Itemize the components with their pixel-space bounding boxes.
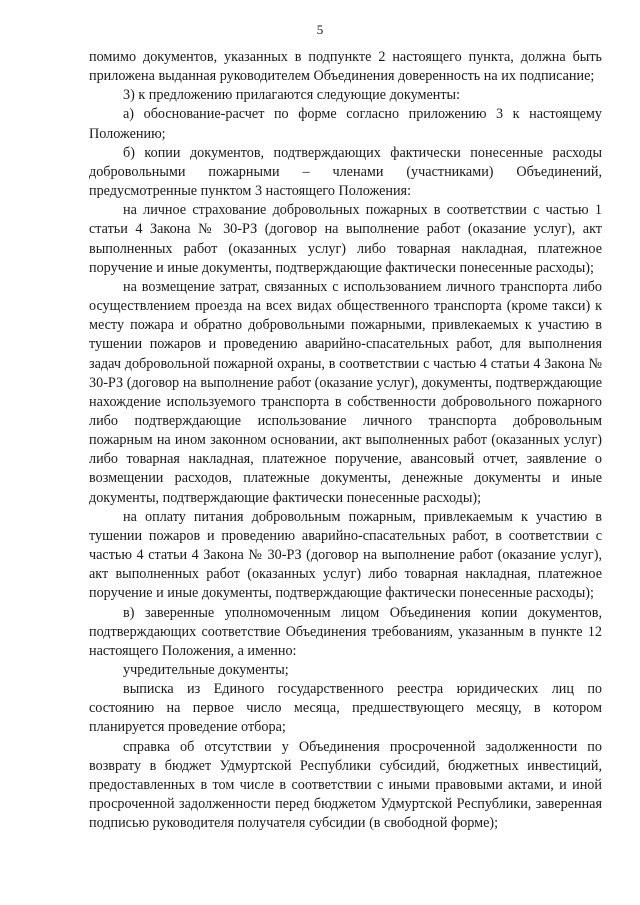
paragraph: справка об отсутствии у Объединения просроченной задолженности по возврату в бюджет Удмуртской Республики субсидий, бюджетных инвестиций, предоставленных в том числе в соответствии с иными правовыми актами, и иной просроченной задолженности перед бюджетом Удмуртской Республики, заверенная подписью руководителя получателя субсидии (в свободной форме); bbox=[89, 738, 602, 832]
paragraph: помимо документов, указанных в подпункте 2 настоящего пункта, должна быть приложена выданная руководителем Объединения доверенность на их подписание; bbox=[89, 49, 602, 85]
page-number: 5 bbox=[316, 22, 324, 37]
paragraph: б) копии документов, подтверждающих фактически понесенные расходы добровольными пожарными – членами (участниками) Объединений, предусмотренные пунктом 3 настоящего Положения: bbox=[89, 144, 602, 200]
paragraph: учредительные документы; bbox=[123, 662, 289, 678]
paragraph: на возмещение затрат, связанных с использованием личного транспорта либо осуществлением проезда на всех видах общественного транспорта (кроме такси) к месту пожара и обратно добровольными пожарными, привлекаемых к участию в тушении пожаров и проведению аварийно-спасательных работ, для выполнения задач добровольной пожарной охраны, в соответствии с частью 4 статьи 4 Закона № 30-РЗ (договор на выполнение работ (оказание услуг), документы, подтверждающие нахождение используемого транспорта в собственности добровольного пожарного либо подтверждающие использование личного транспорта добровольным пожарным на ином законном основании, акт выполненных работ (оказанных услуг) либо товарная накладная, платежное поручение, авансовый отчет, заявление о возмещении расходов, платежные документы, денежные документы и иные документы, подтверждающие фактически понесенные расходы); bbox=[89, 278, 602, 506]
paragraph: на личное страхование добровольных пожарных в соответствии с частью 1 статьи 4 Закона № 30-РЗ (договор на выполнение работ (оказание услуг), акт выполненных работ (оказанных услуг) либо товарная накладная, платежное поручение и иные документы, подтверждающие фактически понесенные расходы); bbox=[89, 202, 602, 276]
paragraph: на оплату питания добровольным пожарным, привлекаемым к участию в тушении пожаров и проведению аварийно-спасательных работ, в соответствии с частью 4 статьи 4 Закона № 30-РЗ (договор на выполнение работ (оказание услуг), акт выполненных работ (оказанных услуг) либо товарная накладная, платежное поручение и иные документы, подтверждающие фактически понесенные расходы); bbox=[89, 508, 602, 602]
paragraph: 3) к предложению прилагаются следующие документы: bbox=[123, 87, 461, 104]
paragraph: а) обоснование-расчет по форме согласно приложению 3 к настоящему Положению; bbox=[89, 106, 602, 142]
paragraph: в) заверенные уполномоченным лицом Объединения копии документов, подтверждающих соответствие Объединения требованиям, указанным в пункте 12 настоящего Положения, а именно: bbox=[89, 604, 602, 659]
paragraph: выписка из Единого государственного реестра юридических лиц по состоянию на первое число месяца, предшествующего месяцу, в котором планируется проведение отбора; bbox=[89, 681, 602, 736]
document-body bbox=[89, 48, 602, 833]
